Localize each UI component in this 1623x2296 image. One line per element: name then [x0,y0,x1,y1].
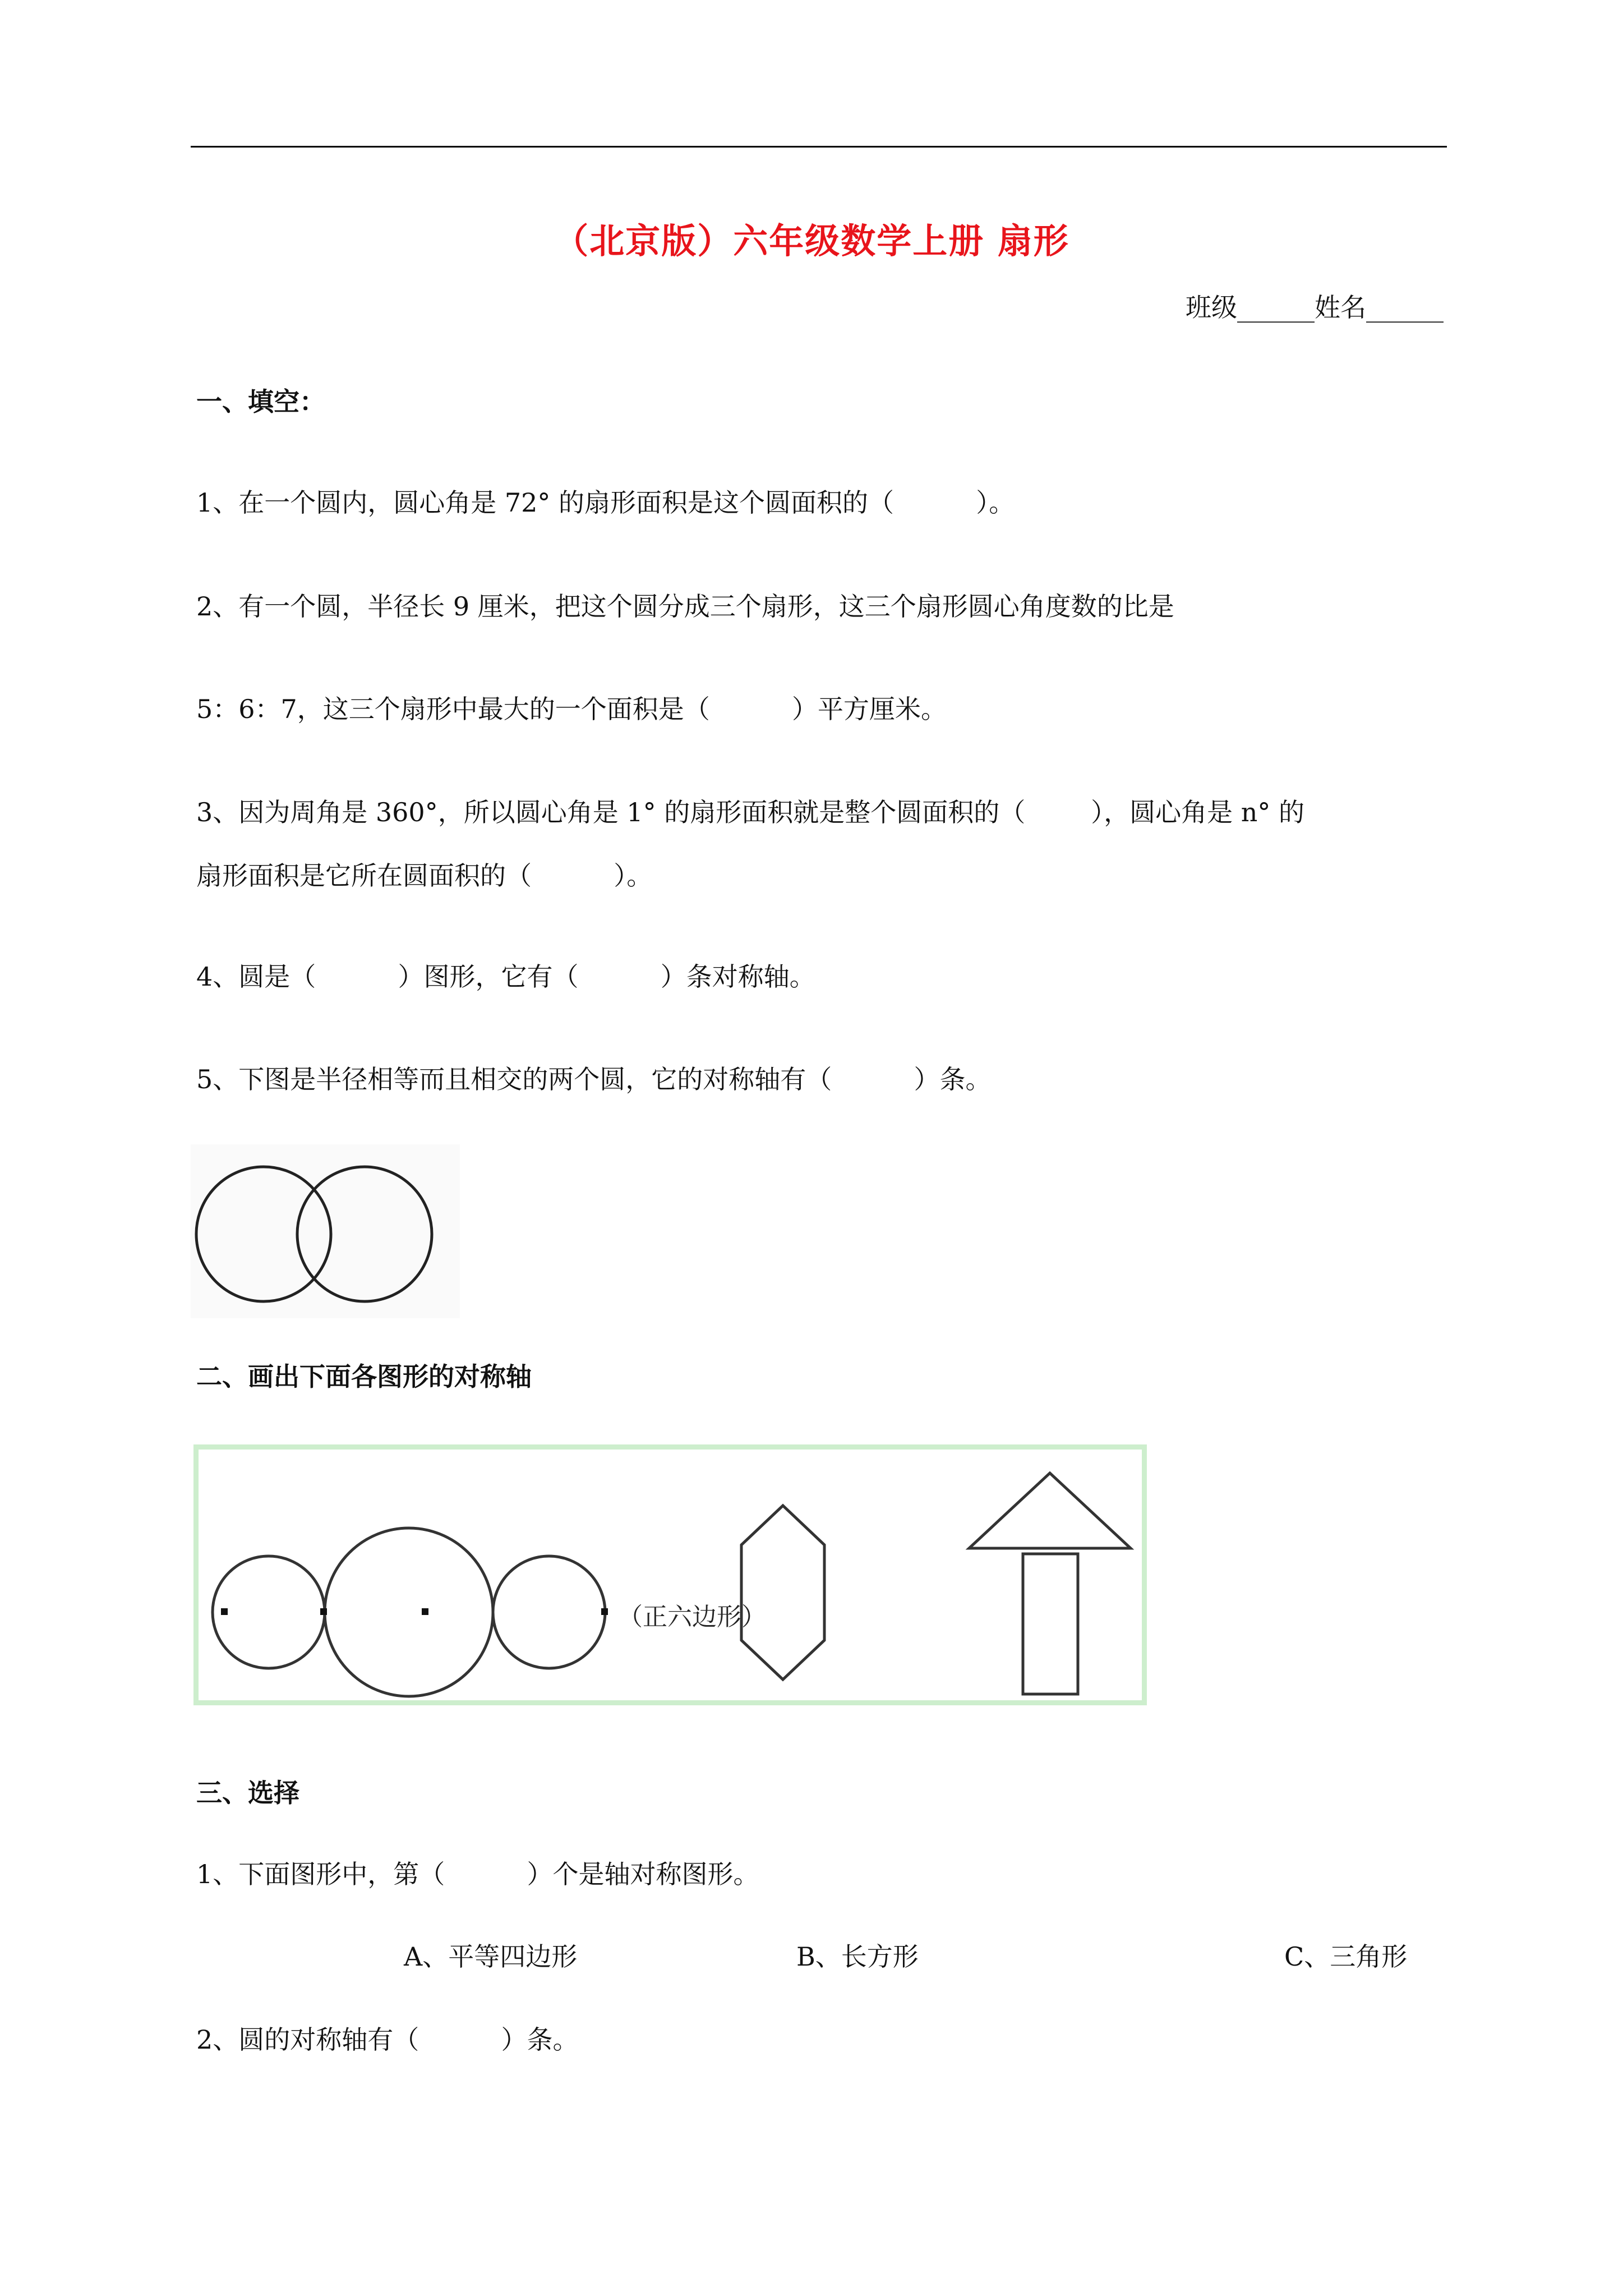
page-title: （北京版）六年级数学上册 扇形 [554,220,1069,261]
section2-heading: 二、画出下面各图形的对称轴 [196,1361,532,1392]
section1-heading: 一、填空： [196,386,325,417]
option-c: C、三角形 [1284,1941,1408,1972]
shapes-frame [193,1444,1147,1705]
question-1-1: 1、在一个圆内，圆心角是 72° 的扇形面积是这个圆面积的（ ）。 [196,487,1015,518]
header-rule [191,146,1447,148]
question-1-3b: 扇形面积是它所在圆面积的（ ）。 [196,861,653,891]
shapes-figure [199,1450,1142,1700]
question-1-2b: 5：6：7，这三个扇形中最大的一个面积是（ ）平方厘米。 [196,694,947,724]
question-1-3a: 3、因为周角是 360°，所以圆心角是 1° 的扇形面积就是整个圆面积的（ ），圆心角是 n° 的 [196,797,1305,827]
question-3-2: 2、圆的对称轴有（ ）条。 [196,2024,579,2055]
question-1-4: 4、圆是（ ）图形，它有（ ）条对称轴。 [196,961,815,992]
center-dot-2 [320,1608,327,1615]
question-3-1: 1、下面图形中，第（ ）个是轴对称图形。 [196,1859,759,1889]
section3-heading: 三、选择 [196,1778,299,1808]
center-dot-3 [422,1608,428,1615]
class-name-field: 班级______姓名______ [1186,292,1444,323]
question-1-2a: 2、有一个圆，半径长 9 厘米，把这个圆分成三个扇形，这三个扇形圆心角度数的比是 [196,591,1174,622]
intersecting-circles-figure [191,1144,460,1318]
arrow-triangle [969,1473,1131,1548]
small-circle-left [213,1556,325,1668]
small-circle-right [493,1556,605,1668]
regular-hexagon [741,1506,824,1680]
center-dot-1 [221,1608,228,1615]
question-1-5: 5、下图是半径相等而且相交的两个圆，它的对称轴有（ ）条。 [196,1064,992,1094]
center-dot-4 [601,1608,608,1615]
option-a: A、平等四边形 [404,1941,578,1972]
hexagon-label: （正六边形） [618,1603,766,1631]
arrow-rectangle [1023,1554,1078,1694]
large-circle [325,1528,493,1696]
option-b: B、长方形 [796,1941,919,1972]
